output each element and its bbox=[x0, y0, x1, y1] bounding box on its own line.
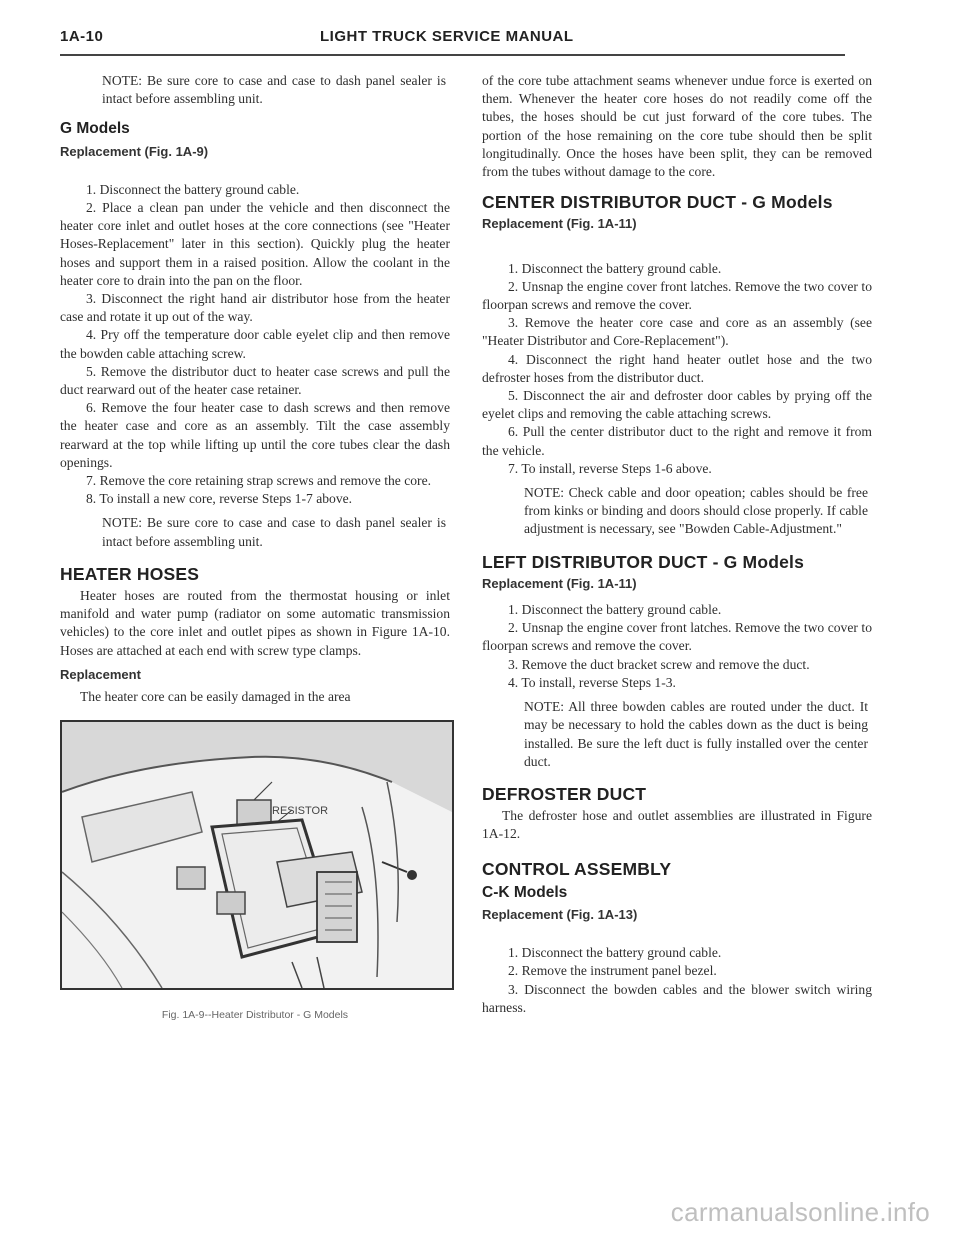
note-sealer: NOTE: Be sure core to case and case to dash panel sealer is intact before assembling unit. bbox=[102, 515, 446, 549]
heater-distributor-illustration bbox=[62, 722, 452, 988]
step-item: 3. Remove the duct bracket screw and remove the duct. bbox=[508, 656, 810, 672]
manual-title: LIGHT TRUCK SERVICE MANUAL bbox=[320, 28, 574, 45]
step-item: 4. To install, reverse Steps 1-3. bbox=[508, 674, 676, 690]
step-item: 5. Disconnect the air and defroster door cables by prying off the eyelet clips and removing the cable attaching screws. bbox=[482, 388, 872, 422]
step-item: 1. Disconnect the battery ground cable. bbox=[508, 945, 722, 961]
g-models-heading: G Models bbox=[60, 120, 130, 138]
step-item: 6. Pull the center distributor duct to the right and remove it from the vehicle. bbox=[482, 424, 872, 458]
step-item: 3. Disconnect the right hand air distributor hose from the heater case and rotate it up out of the way. bbox=[60, 291, 450, 325]
continued-paragraph: of the core tube attachment seams whenever undue force is exerted on them. Whenever the heater core hoses do not readily come off the tubes, the hoses should be cut just forward of the core tubes. The portion of the hose remaining on the core tube should then be split longitudinally. Once the hoses have been split, they can be removed from the tubes without damage to the core. bbox=[482, 73, 872, 180]
header-divider bbox=[60, 54, 845, 56]
figure-caption: Fig. 1A-9--Heater Distributor - G Models bbox=[161, 1009, 349, 1022]
heater-hoses-heading: HEATER HOSES bbox=[60, 563, 200, 584]
step-item: 2. Unsnap the engine cover front latches. Remove the two cover to floorpan screws and remove the cover. bbox=[482, 278, 872, 313]
note-bowden-cables: NOTE: All three bowden cables are routed under the duct. It may be necessary to hold the cables down as the duct is being installed. Be sure the left duct is fully installed over the center duct. bbox=[524, 699, 868, 769]
step-item: 1. Disconnect the battery ground cable. bbox=[508, 260, 722, 276]
left-column bbox=[60, 72, 450, 1025]
step-item: 2. Remove the instrument panel bezel. bbox=[508, 963, 717, 979]
note-cable-check: NOTE: Check cable and door opeation; cables should be free from kinks or binding and doors should close properly. If cable adjustment is necessary, see "Bowden Cable-Adjustment." bbox=[524, 485, 868, 537]
site-watermark: carmanualsonline.info bbox=[670, 1197, 930, 1227]
replacement-subheading: Replacement (Fig. 1A-11) bbox=[482, 216, 637, 232]
replacement-subheading: Replacement bbox=[60, 666, 141, 682]
ck-models-heading: C-K Models bbox=[482, 883, 568, 901]
right-column bbox=[482, 72, 872, 1017]
step-item: 7. Remove the core retaining strap screws and remove the core. bbox=[86, 473, 431, 489]
control-assembly-heading: CONTROL ASSEMBLY bbox=[482, 858, 672, 879]
step-item: 2. Place a clean pan under the vehicle and then disconnect the heater core inlet and outlet hoses at the core connections (see "Heater Hoses-Replacement" later in this section). Quickly plug the heater hoses and support them in a raised position. Allow the coolant in the heater core to drain into the pan on the floor. bbox=[60, 200, 450, 288]
step-item: 3. Remove the heater core case and core as an assembly (see "Heater Distributor and Core-Replacement"). bbox=[482, 315, 872, 349]
step-item: 4. Pry off the temperature door cable eyelet clip and then remove the bowden cable attaching screw. bbox=[60, 327, 450, 361]
center-duct-heading: CENTER DISTRIBUTOR DUCT - G Models bbox=[482, 192, 833, 213]
step-item: 1. Disconnect the battery ground cable. bbox=[86, 181, 300, 197]
hoses-paragraph: Heater hoses are routed from the thermostat housing or inlet manifold and water pump (radiator on some automatic transmission vehicles) to the core inlet and outlet pipes as shown in Figure 1A-10. Hoses are attached at each end with screw type clamps. bbox=[60, 588, 450, 658]
page-number: 1A-10 bbox=[60, 28, 104, 45]
step-item: 4. Disconnect the right hand heater outlet hose and the two defroster hoses from the distributor duct. bbox=[482, 351, 872, 385]
step-item: 6. Remove the four heater case to dash screws and then remove the heater case and core as an assembly. Tilt the case assembly rearward at the top while lifting up until the core tubes clear the dash openings. bbox=[60, 400, 450, 470]
heater-distributor-figure bbox=[60, 720, 454, 990]
left-duct-heading: LEFT DISTRIBUTOR DUCT - G Models bbox=[482, 551, 805, 572]
replacement-subheading: Replacement (Fig. 1A-9) bbox=[60, 143, 209, 159]
replacement-subheading: Replacement (Fig. 1A-13) bbox=[482, 906, 638, 922]
defroster-duct-heading: DEFROSTER DUCT bbox=[482, 783, 647, 804]
step-item: 8. To install a new core, reverse Steps 1-7 above. bbox=[86, 491, 353, 507]
replacement-paragraph: The heater core can be easily damaged in the area bbox=[80, 689, 351, 705]
defroster-paragraph: The defroster hose and outlet assemblies are illustrated in Figure 1A-12. bbox=[482, 808, 872, 842]
note-sealer: NOTE: Be sure core to case and case to dash panel sealer is intact before assembling unit. bbox=[102, 73, 446, 107]
step-item: 2. Unsnap the engine cover front latches. Remove the two cover to floorpan screws and remove the cover. bbox=[482, 620, 872, 654]
replacement-subheading: Replacement (Fig. 1A-11) bbox=[482, 575, 637, 591]
step-item: 7. To install, reverse Steps 1-6 above. bbox=[508, 460, 712, 476]
step-item: 5. Remove the distributor duct to heater case screws and pull the duct rearward out of the heater case retainer. bbox=[60, 363, 450, 398]
step-item: 3. Disconnect the bowden cables and the blower switch wiring harness. bbox=[482, 981, 872, 1015]
step-item: 1. Disconnect the battery ground cable. bbox=[508, 602, 722, 618]
resistor-label: RESISTOR bbox=[272, 805, 329, 818]
